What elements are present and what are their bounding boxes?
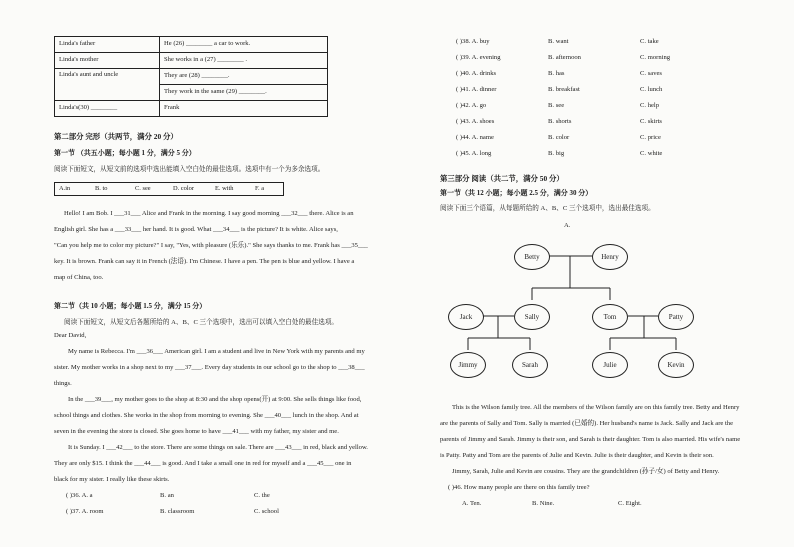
question-44: ( )44. A. name	[456, 134, 494, 141]
passage-line: This is the Wilson family tree. All the members of the Wilson family are on this family tree. Betty and Henry	[452, 404, 740, 411]
table-cell: Frank	[160, 101, 328, 117]
part2-heading: 第二部分 完形（共两节，满分 20 分）	[54, 132, 178, 141]
question-46-c: C. Eight.	[618, 500, 642, 507]
question-43-b: B. shorts	[548, 118, 572, 125]
table-cell: They are (28) ________.	[160, 69, 328, 85]
table-row	[55, 69, 328, 85]
option-a: A.in	[59, 185, 71, 192]
passage-line: map of China, too.	[54, 274, 104, 281]
table-row	[55, 101, 328, 117]
part2-sec2-instruction: 阅读下面短文，从短文后各题所给的 A、B、C 三个选项中，选出可以填入空白处的最佳选项。	[64, 319, 339, 326]
question-37: ( )37. A. room	[66, 508, 104, 515]
tree-node-betty: Betty	[514, 244, 550, 270]
tree-node-kevin: Kevin	[658, 352, 694, 378]
passage-line: black for my sister. I really like these skirts.	[54, 476, 170, 483]
question-38: ( )38. A. buy	[456, 38, 490, 45]
question-46-a: A. Ten.	[462, 500, 482, 507]
question-39-c: C. morning	[640, 54, 671, 61]
passage-line: is Patty. Patty and Tom are the parents of Julie and Kevin. Julie is their daughter, and Kevin is their son.	[440, 452, 714, 459]
tree-node-jack: Jack	[448, 304, 484, 330]
question-40-c: C. saves	[640, 70, 662, 77]
question-40: ( )40. A. drinks	[456, 70, 497, 77]
passage-line: They are only $15. I think the ___44___ is good. And I take a small one in red for myself and a ___45___ one in	[54, 460, 352, 467]
tree-node-tom: Tom	[592, 304, 628, 330]
question-38-c: C. take	[640, 38, 659, 45]
table-cell: They work in the same (29) ________.	[160, 85, 328, 101]
question-39: ( )39. A. evening	[456, 54, 501, 61]
left-column	[54, 0, 394, 547]
tree-node-sally: Sally	[514, 304, 550, 330]
question-44-b: B. color	[548, 134, 570, 141]
tree-node-henry: Henry	[592, 244, 628, 270]
passage-line: parents of Jimmy and Sarah. Jimmy is their son, and Sarah is their daughter. Tom is also married. His wife's name	[440, 436, 741, 443]
question-38-b: B. want	[548, 38, 569, 45]
tree-node-sarah: Sarah	[512, 352, 548, 378]
table-cell: She works in a (27) ________ .	[160, 53, 328, 69]
passage-line: key. It is brown. Frank can say it in French (法语). I'm Chinese. I have a pen. The pen is blue and yellow. I have a	[54, 258, 355, 265]
passage-line: school things and clothes. She works in the shop from morning to evening. She ___40___ lunch in the shop. And at	[54, 412, 359, 419]
passage-line: My name is Rebecca. I'm ___36___ American girl. I am a student and live in New York with my parents and my	[68, 348, 365, 355]
passage-line: Hello! I am Bob. I ___31___ Alice and Frank in the morning. I say good morning ___32___ there. Alice is an	[64, 210, 354, 217]
question-40-b: B. has	[548, 70, 565, 77]
question-45: ( )45. A. long	[456, 150, 492, 157]
option-b: B. to	[95, 185, 108, 192]
right-column	[440, 0, 740, 547]
option-e: E. with	[215, 185, 234, 192]
question-42-b: B. see	[548, 102, 565, 109]
tree-node-patty: Patty	[658, 304, 694, 330]
passage-line: In the ___39___, my mother goes to the shop at 8:30 and the shop opens(开) at 9:00. She sells things like food,	[68, 396, 362, 403]
part2-sec2-title: 第二节（共 10 小题；每小题 1.5 分，满分 15 分）	[54, 302, 207, 310]
part3-sec1-title: 第一节（共 12 小题；每小题 2.5 分，满分 30 分）	[440, 189, 593, 197]
part3-heading: 第三部分 阅读（共二节，满分 50 分）	[440, 174, 564, 183]
passage-line: "Can you help me to color my picture?" I say, "Yes, with pleasure (乐乐)." She says thanks to me. Frank has ___35___	[54, 242, 368, 249]
family-tree	[440, 236, 740, 386]
tree-node-jimmy: Jimmy	[450, 352, 486, 378]
table-cell: He (26) ________ a car to work.	[160, 37, 328, 53]
passage-line: things.	[54, 380, 72, 387]
letter-salutation: Dear David,	[54, 332, 87, 339]
question-46: ( )46. How many people are there on this family tree?	[448, 484, 590, 491]
question-41-b: B. breakfast	[548, 86, 580, 93]
question-44-c: C. price	[640, 134, 661, 141]
question-43: ( )43. A. shoes	[456, 118, 495, 125]
passage-line: are the parents of Sally and Tom. Sally is married (已婚的). Her husband's name is Jack. Sally and Jack are the	[440, 420, 734, 427]
part3-sec1-instruction: 阅读下面三个语篇，从每题所给的 A、B、C 三个选项中，选出最佳选项。	[440, 205, 655, 212]
table-cell: Linda's aunt and uncle	[55, 69, 160, 101]
question-41-c: C. lunch	[640, 86, 663, 93]
option-d: D. color	[173, 185, 194, 192]
passage-line: Jimmy, Sarah, Julie and Kevin are cousins. They are the grandchildren (孙子/女) of Betty and Henry.	[452, 468, 720, 475]
question-41: ( )41. A. dinner	[456, 86, 497, 93]
question-36-c: C. the	[254, 492, 270, 499]
question-45-c: C. white	[640, 150, 663, 157]
table-cell: Linda's(30) ________	[55, 101, 160, 117]
info-table	[54, 36, 328, 117]
passage-line: seven in the evening the store is closed. She goes home to have ___41___ with my father, my sister and me.	[54, 428, 339, 435]
option-c: C. see	[135, 185, 151, 192]
passage-label: A.	[564, 222, 571, 229]
question-46-b: B. Nine.	[532, 500, 555, 507]
passage-line: sister. My mother works in a shop next to my ___37___. Every day students in our school go to the shop to ___38___	[54, 364, 365, 371]
word-options-box	[54, 182, 284, 196]
question-45-b: B. big	[548, 150, 565, 157]
table-cell: Linda's mother	[55, 53, 160, 69]
table-row	[55, 37, 328, 53]
question-43-c: C. skirts	[640, 118, 662, 125]
question-42-c: C. help	[640, 102, 660, 109]
table-row	[55, 53, 328, 69]
question-36: ( )36. A. a	[66, 492, 93, 499]
passage-line: It is Sunday. I ___42___ to the store. There are some things on sale. There are ___43___ in red, black and yellow.	[68, 444, 368, 451]
part2-sec1-instruction: 阅读下面短文，从短文前的选项中选出能填入空白处的最佳选项。选项中有一个为多余选项。	[54, 166, 325, 173]
tree-node-julie: Julie	[592, 352, 628, 378]
question-37-c: C. school	[254, 508, 279, 515]
question-42: ( )42. A. go	[456, 102, 487, 109]
passage-line: English girl. She has a ___33___ her hand. It is good. What ___34___ is the picture? It is white. Alice says,	[54, 226, 338, 233]
question-37-b: B. classroom	[160, 508, 195, 515]
question-36-b: B. an	[160, 492, 174, 499]
question-39-b: B. afternoon	[548, 54, 581, 61]
option-f: F. a	[255, 185, 265, 192]
table-cell: Linda's father	[55, 37, 160, 53]
part2-sec1-title: 第一节 （共五小题；每小题 1 分，满分 5 分）	[54, 149, 196, 157]
